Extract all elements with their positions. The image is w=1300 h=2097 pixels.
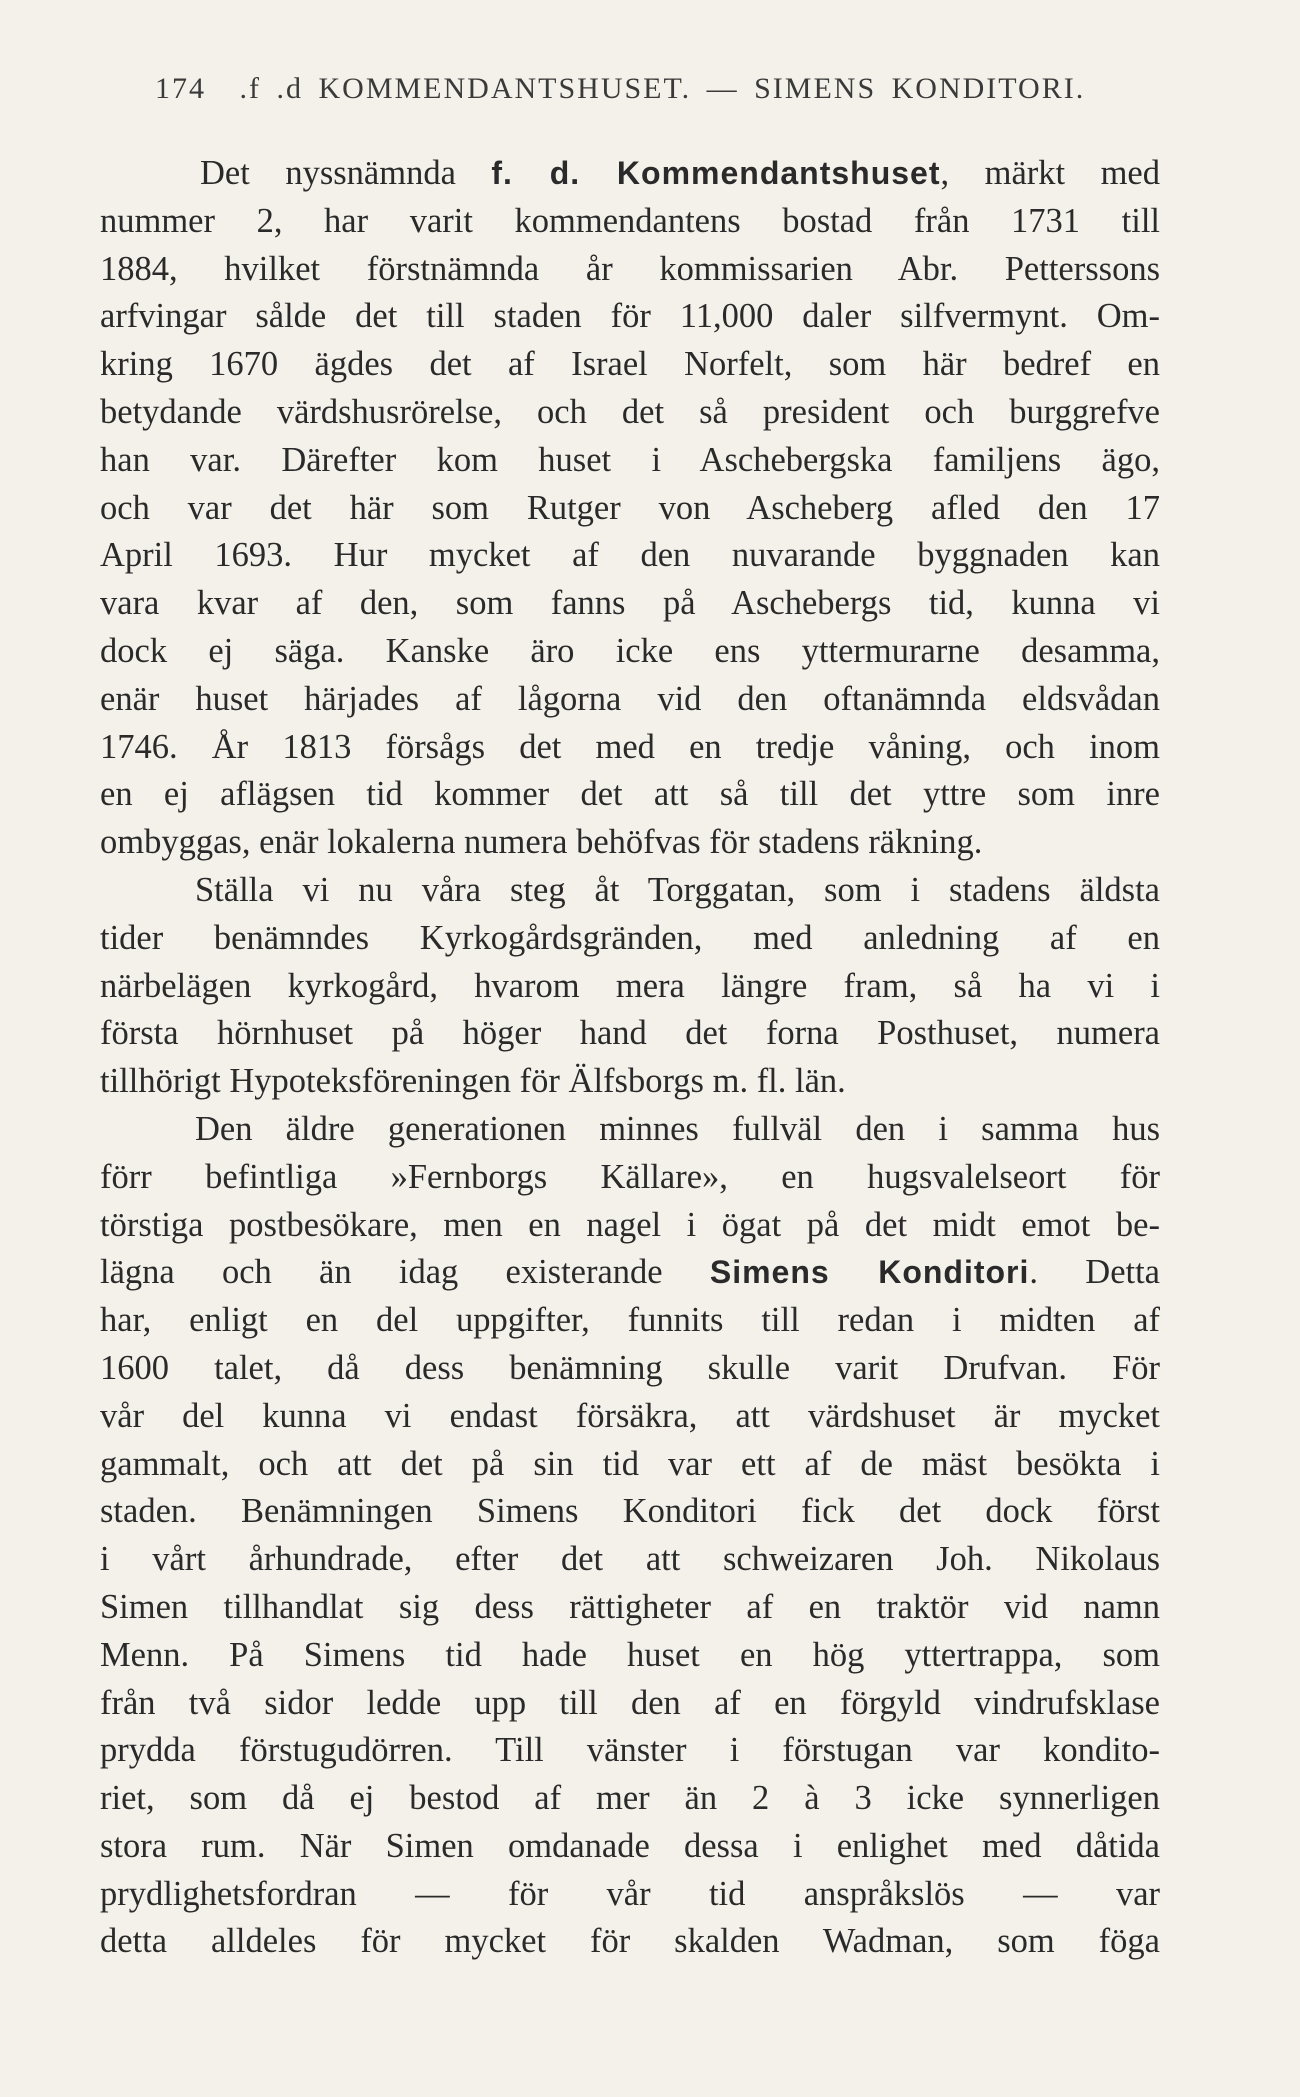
text-line (100, 771, 1160, 819)
line-text: detta alldeles för mycket för skalden Wadman, som föga (100, 1922, 1160, 1961)
line-text: stora rum. När Simen omdanade dessa i enlighet med dåtida (100, 1826, 1160, 1865)
line-text: Simen tillhandlat sig dess rättigheter af en traktör vid namn (100, 1587, 1160, 1626)
text-line (100, 1823, 1160, 1871)
line-text: har, enligt en del uppgifter, funnits till redan i midten af (100, 1301, 1160, 1340)
text-line (100, 676, 1160, 724)
emphasized-name: f. d. Kommendantshuset (491, 155, 941, 191)
line-text: riet, som då ej bestod af mer än 2 à 3 icke synnerligen (100, 1779, 1160, 1818)
text-line (100, 1106, 1160, 1154)
line-text: ombyggas, enär lokalerna numera behöfvas för stadens räkning. (100, 823, 983, 862)
text-line (100, 1010, 1160, 1058)
line-text: 1600 talet, då dess benämning skulle varit Drufvan. För (100, 1348, 1160, 1387)
line-text: första hörnhuset på höger hand det forna Posthuset, numera (100, 1014, 1160, 1053)
text-line (100, 1249, 1160, 1297)
running-head (155, 72, 1155, 106)
text-line (100, 1680, 1160, 1728)
line-text: enär huset härjades af lågorna vid den oftanämnda eldsvådan (100, 679, 1160, 718)
text-line (100, 1345, 1160, 1393)
line-text: betydande värdshusrörelse, och det så president och burggrefve (100, 392, 1160, 431)
text-line (100, 915, 1160, 963)
line-text: törstiga postbesökare, men en nagel i ögat på det midt emot be- (100, 1205, 1160, 1244)
running-title: .f .d KOMMENDANTSHUSET. — SIMENS KONDITORI. (239, 72, 1086, 105)
body-text (100, 150, 1160, 1966)
text-line (100, 1536, 1160, 1584)
emphasized-name: Simens Konditori (709, 1254, 1030, 1291)
line-text: kring 1670 ägdes det af Israel Norfelt, som här bedref en (100, 345, 1160, 384)
text-line (100, 1584, 1160, 1632)
line-text: tider benämndes Kyrkogårdsgränden, med anledning af en (100, 918, 1160, 957)
text-line (100, 293, 1160, 341)
text-line (100, 819, 1160, 867)
text-line (100, 1632, 1160, 1680)
line-text: en ej aflägsen tid kommer det att så till det yttre som inre (100, 775, 1160, 814)
text-line (100, 1727, 1160, 1775)
text-line (100, 1488, 1160, 1536)
line-text: , märkt med (940, 154, 1160, 192)
page-number: 174 (155, 72, 206, 105)
text-line (100, 580, 1160, 628)
text-line (100, 724, 1160, 772)
line-text: 1884, hvilket förstnämnda år kommissarien Abr. Petterssons (100, 249, 1160, 288)
line-text: från två sidor ledde upp till den af en förgyld vindrufsklase (100, 1683, 1160, 1722)
text-line (100, 1441, 1160, 1489)
line-text: närbelägen kyrkogård, hvarom mera längre fram, så ha vi i (100, 966, 1160, 1005)
line-text: April 1693. Hur mycket af den nuvarande byggnaden kan (100, 536, 1160, 575)
text-line (100, 1297, 1160, 1345)
line-text: lägna och än idag existerande (100, 1253, 710, 1292)
line-text: dock ej säga. Kanske äro icke ens yttermurarne desamma, (100, 631, 1160, 670)
line-text: nummer 2, har varit kommendantens bostad från 1731 till (100, 201, 1160, 240)
text-line (100, 1871, 1160, 1919)
line-text: prydda förstugudörren. Till vänster i förstugan var kondito- (100, 1731, 1160, 1770)
text-line (100, 532, 1160, 580)
text-line (100, 198, 1160, 246)
line-text: vara kvar af den, som fanns på Aschebergs tid, kunna vi (100, 584, 1160, 623)
line-text: förr befintliga »Fernborgs Källare», en hugsvalelseort för (100, 1157, 1160, 1196)
line-text: Menn. På Simens tid hade huset en hög yttertrappa, som (100, 1635, 1160, 1674)
line-text: Det nyssnämnda (200, 154, 492, 192)
text-line (100, 1918, 1160, 1966)
text-line (100, 341, 1160, 389)
text-line (100, 1058, 1160, 1106)
text-line (100, 1154, 1160, 1202)
line-text: han var. Därefter kom huset i Aschebergska familjens ägo, (100, 440, 1160, 479)
line-text: tillhörigt Hypoteksföreningen för Älfsborgs m. fl. län. (100, 1062, 846, 1101)
line-text: Den äldre generationen minnes fullväl den i samma hus (195, 1109, 1160, 1148)
line-text: i vårt århundrade, efter det att schweizaren Joh. Nikolaus (100, 1540, 1160, 1579)
line-text: gammalt, och att det på sin tid var ett af de mäst besökta i (100, 1444, 1160, 1483)
text-line (100, 963, 1160, 1011)
text-line (100, 1202, 1160, 1250)
line-text: 1746. År 1813 försågs det med en tredje våning, och inom (100, 727, 1160, 766)
text-line (100, 246, 1160, 294)
line-text: arfvingar sålde det till staden för 11,000 daler silfvermynt. Om- (100, 297, 1160, 336)
text-line (100, 485, 1160, 533)
text-line (100, 1775, 1160, 1823)
text-line (100, 628, 1160, 676)
line-text: . Detta (1029, 1253, 1160, 1292)
text-line (100, 150, 1160, 198)
text-line (100, 389, 1160, 437)
text-line (100, 437, 1160, 485)
line-text: prydlighetsfordran — för vår tid anspråkslös — var (100, 1874, 1160, 1913)
text-line (100, 1393, 1160, 1441)
line-text: Ställa vi nu våra steg åt Torggatan, som i stadens äldsta (195, 870, 1160, 909)
line-text: staden. Benämningen Simens Konditori fick det dock först (100, 1492, 1160, 1531)
line-text: vår del kunna vi endast försäkra, att värdshuset är mycket (100, 1396, 1160, 1435)
line-text: och var det här som Rutger von Ascheberg afled den 17 (100, 488, 1160, 527)
text-line (100, 867, 1160, 915)
